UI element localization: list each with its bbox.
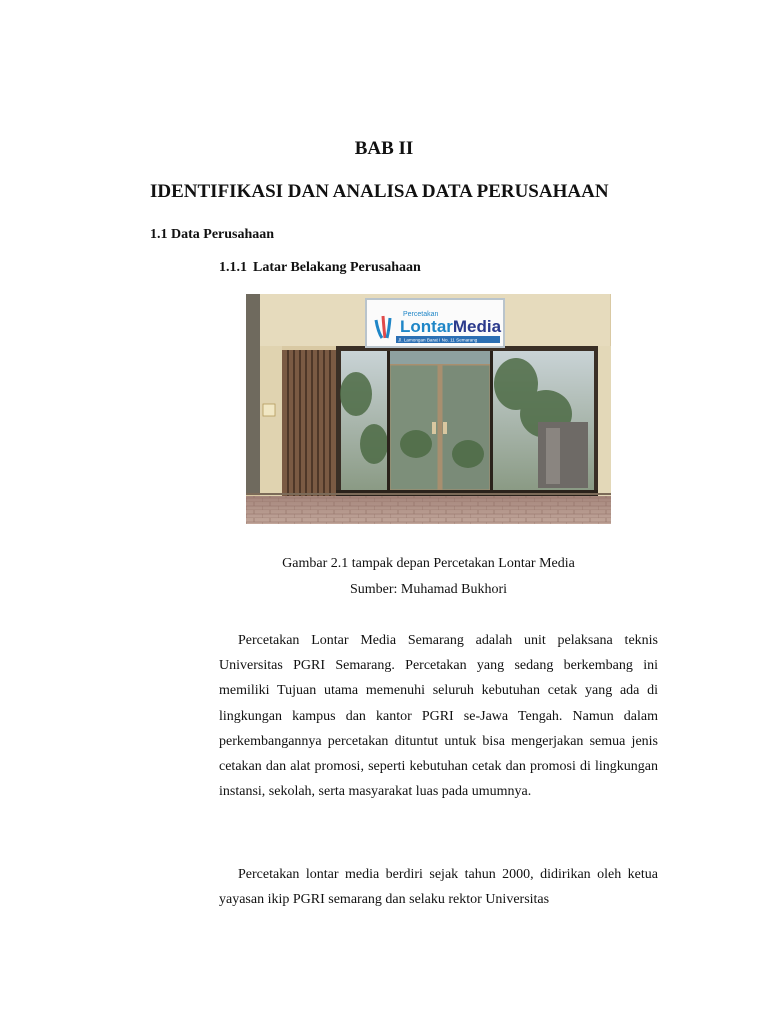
- storefront-photo: [246, 294, 611, 524]
- sign-address: Jl. Lamongan Barat I No. 11 Semarang: [398, 337, 478, 343]
- section-heading: 1.1 Data Perusahaan: [150, 227, 275, 242]
- chapter-heading: BAB II: [354, 138, 414, 159]
- paragraph-2: Percetakan lontar media berdiri sejak tahun 2000, didirikan oleh ketua yayasan ikip PGRI semarang dan selaku rektor Universitas: [219, 867, 658, 908]
- figure-caption: Gambar 2.1 tampak depan Percetakan Lontar Media: [282, 556, 575, 571]
- subsection-number: 1.1.1: [219, 260, 247, 275]
- sign-brand: [400, 317, 502, 336]
- sign-small-text: Percetakan: [403, 311, 439, 318]
- subsection-heading: [219, 260, 421, 276]
- figure-source: Sumber: Muhamad Bukhori: [349, 582, 508, 597]
- sign-brand-a: Lontar: [400, 317, 453, 336]
- subsection-title: Latar Belakang Perusahaan: [253, 260, 421, 275]
- paragraph-1: Percetakan Lontar Media Semarang adalah unit pelaksana teknis Universitas PGRI Semarang. Percetakan yang sedang berkembang ini memiliki Tujuan utama memenuhi seluruh kebutuhan cetak yang ada di lingkungan kampus dan kantor PGRI se-Jawa Tengah. Namun dalam perkembangannya percetakan dituntut untuk bisa mengerjakan semua jenis cetakan dan alat promosi, seperti kebutuhan cetak dan promosi di lingkungan instansi, sekolah, serta masyarakat luas pada umumnya.: [219, 633, 658, 800]
- sign-brand-b: Media: [452, 317, 502, 336]
- chapter-title: IDENTIFIKASI DAN ANALISA DATA PERUSAHAAN: [150, 181, 609, 202]
